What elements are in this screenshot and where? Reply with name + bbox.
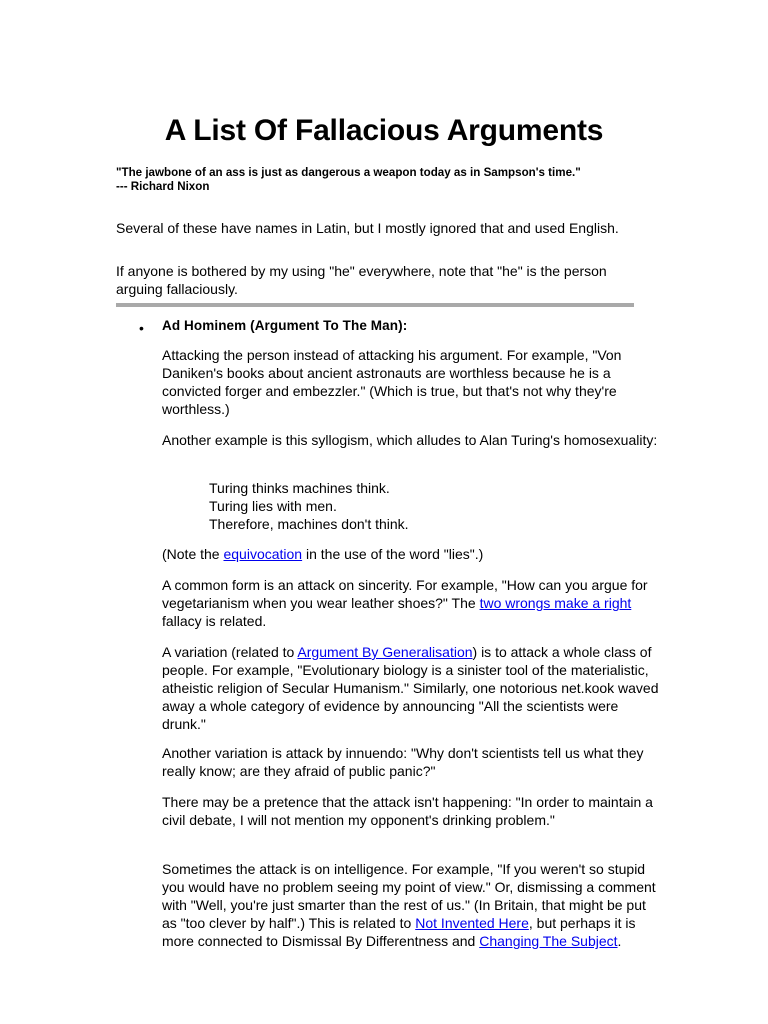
equivocation-link[interactable]: equivocation <box>223 546 303 562</box>
text-run: (Note the <box>162 546 224 562</box>
intro-paragraph: If anyone is bothered by my using "he" everywhere, note that "he" is the person arguing fallaciously. <box>116 263 607 297</box>
quote-attribution: --- Richard Nixon <box>116 180 210 193</box>
section-paragraph: There may be a pretence that the attack isn't happening: "In order to maintain a civil debate, I will not mention my opponent's drinking problem." <box>162 794 653 828</box>
text-run: fallacy is related. <box>162 613 267 629</box>
epigraph-quote <box>116 166 676 194</box>
text-run: ) is to attack a whole class of people. For example, "Evolutionary biology is a sinister tool of the materialistic, atheistic religion of Secular Humanism." Similarly, one notorious net.kook waved away a whole category of evidence by announcing "All the scientists were drunk." <box>162 644 659 732</box>
changing-the-subject-link[interactable]: Changing The Subject <box>479 933 618 949</box>
syllogism-line: Turing thinks machines think. <box>209 480 390 496</box>
syllogism-line: Turing lies with men. <box>209 498 337 514</box>
section-paragraph <box>162 860 662 950</box>
horizontal-divider <box>116 303 634 307</box>
text-run: A variation (related to <box>162 644 298 660</box>
argument-by-generalisation-link[interactable]: Argument By Generalisation <box>297 644 473 660</box>
not-invented-here-link[interactable]: Not Invented Here <box>415 915 529 931</box>
syllogism-block <box>209 479 409 533</box>
text-run: A common form is an attack on sincerity. For example, "How can you argue for vegetarianism when you wear leather shoes?" The <box>162 577 648 611</box>
quote-text: "The jawbone of an ass is just as dangerous a weapon today as in Sampson's time." <box>116 166 581 179</box>
text-run: , but perhaps it is more connected to Dismissal By Differentness and <box>162 915 636 949</box>
bullet-icon: • <box>139 320 144 336</box>
section-paragraph: Another variation is attack by innuendo: "Why don't scientists tell us what they really know; are they afraid of public panic?" <box>162 745 644 779</box>
intro-paragraph: Several of these have names in Latin, but I mostly ignored that and used English. <box>116 220 619 236</box>
section-paragraph <box>162 643 662 733</box>
two-wrongs-link[interactable]: two wrongs make a right <box>479 595 632 611</box>
section-paragraph <box>162 576 662 630</box>
text-run: . <box>617 933 622 949</box>
text-run: in the use of the word "lies".) <box>302 546 484 562</box>
syllogism-line: Therefore, machines don't think. <box>209 516 409 532</box>
section-paragraph <box>162 545 662 563</box>
text-run: Sometimes the attack is on intelligence. For example, "If you weren't so stupid you would have no problem seeing my point of view." Or, dismissing a comment with "Well, you're just smarter than the rest of us." (In Britain, that might be put as "too clever by half".) This is related to <box>162 861 656 931</box>
section-heading: Ad Hominem (Argument To The Man): <box>162 318 408 333</box>
section-paragraph: Another example is this syllogism, which alludes to Alan Turing's homosexuality: <box>162 432 658 448</box>
section-paragraph: Attacking the person instead of attacking his argument. For example, "Von Daniken's books about ancient astronauts are worthless because he is a convicted forger and embezzler." (Which is true, but that's not why they're worthless.) <box>162 347 622 417</box>
page-title: A List Of Fallacious Arguments <box>164 114 604 147</box>
